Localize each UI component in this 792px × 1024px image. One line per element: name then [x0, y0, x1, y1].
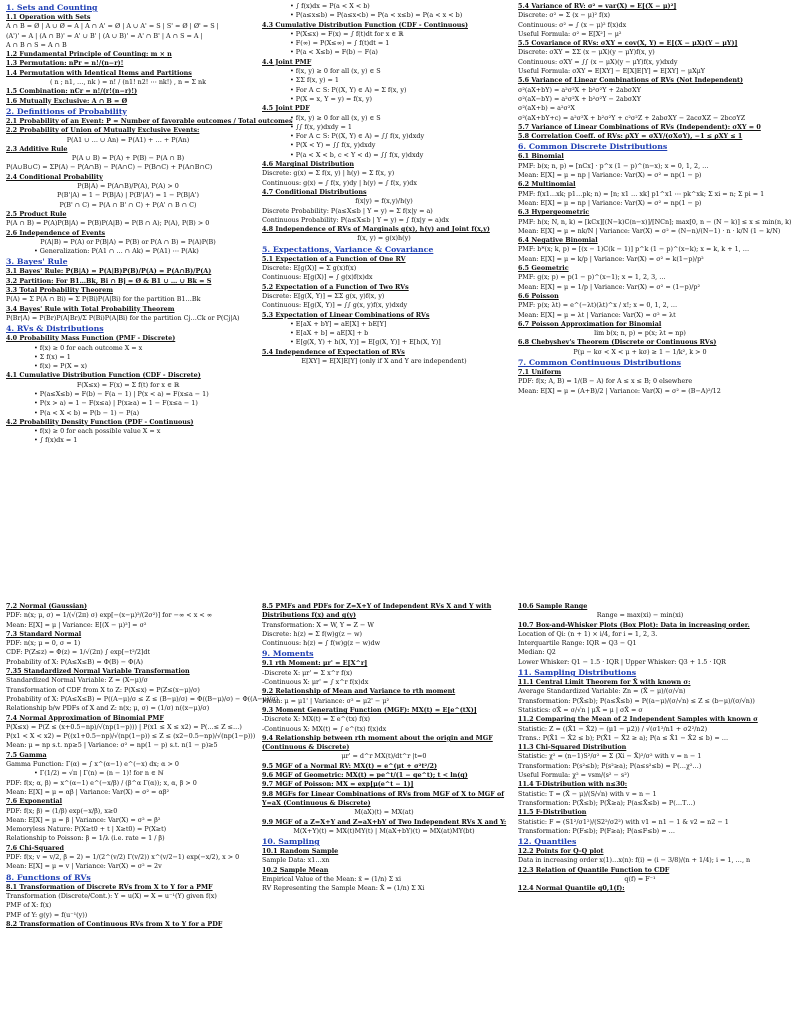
- page2-column-2: [262, 602, 506, 894]
- bullet-item: • f(x) ≥ 0 for each possible value X = x: [34, 427, 161, 436]
- formula-line: Discrete: E[g(X)] = Σ g(x)f(x): [262, 264, 357, 273]
- formula-line: Continuous: σ² = ∫ (x − μ)² f(x)dx: [518, 20, 627, 29]
- formula-line: Median: Q2: [518, 648, 556, 657]
- formula-line: Useful Formula: σ² = E[X²] − μ²: [518, 29, 622, 38]
- centered-formula: P(B|A) = P(A∩B)/P(A), P(A) > 0: [77, 182, 179, 191]
- formula-line: Sample Data: x1…xn: [262, 856, 330, 865]
- formula-line: PDF: f(x; A, B) = 1/(B − A) for A ≤ x ≤ B; 0 elsewhere: [518, 377, 693, 386]
- bullet-item: • P(X < Y) = ∫∫ f(x, y)dxdy: [290, 141, 376, 150]
- centered-formula: P(x1 < X < x2) = P((x1+0.5−np)/√(np(1−p)) ≤ Z ≤ (x2−0.5−np)/√(np(1−p))): [6, 732, 256, 741]
- subsection-heading: 8.1 Transformation of Discrete RVs from X to Y for a PMF: [6, 882, 213, 891]
- subsection-heading: 10.6 Sample Range: [518, 602, 588, 610]
- bullet-item: • P(X = x, Y = y) = f(x, y): [290, 94, 373, 103]
- subsection-heading: 6.6 Poisson: [518, 291, 559, 300]
- subsection-heading: 5.2 Expectation of a Function of Two RVs: [262, 282, 409, 291]
- subsection-heading: 1.2 Fundamental Principle of Counting: m × n: [6, 50, 172, 59]
- formula-line: Continuous: σXY = ∫∫ (x − μX)(y − μY)f(x, y)dxdy: [518, 57, 678, 66]
- section-heading: 9. Moments: [262, 649, 314, 659]
- formula-line: Lower Whisker: Q1 − 1.5 · IQR | Upper Whisker: Q3 + 1.5 · IQR: [518, 657, 726, 666]
- bullet-item: • F(∞) = P(X≤∞) = ∫ f(t)dt = 1: [290, 39, 390, 48]
- formula-line: Discrete: σXY = ΣΣ (x − μX)(y − μY)f(x, y): [518, 48, 655, 57]
- section-heading: 2. Definitions of Probability: [6, 106, 127, 116]
- bullet-item: • f(x) = P(X = x): [34, 362, 88, 371]
- section-heading: 7. Common Continuous Distributions: [518, 357, 682, 367]
- subsection-heading: 7.4 Normal Approximation of Binomial PMF: [6, 713, 164, 722]
- formula-line: Statistic: χ² = (n−1)S²/σ² = Σ (Xi − X̄)²/σ² with v = n − 1: [518, 752, 702, 761]
- subsection-heading: 7.2 Normal (Gaussian): [6, 602, 88, 610]
- subsection-heading: 10.2 Sample Mean: [262, 865, 329, 874]
- subsection-heading: 2.4 Conditional Probability: [6, 172, 103, 181]
- subsection-heading: 10.1 Random Sample: [262, 847, 339, 856]
- section-heading: 11. Sampling Distributions: [518, 668, 637, 678]
- bullet-item: • E[aX + bY] = aE[X] + bE[Y]: [290, 319, 387, 328]
- subsection-heading: 11.3 Chi-Squared Distribution: [518, 743, 627, 752]
- section-heading: 6. Common Discrete Distributions: [518, 142, 668, 152]
- formula-line: Transformation (Discrete/Cont.): Y = u(X) ⇒ X = u⁻¹(Y) given f(x): [6, 891, 217, 900]
- centered-formula: q(f) = F⁻¹: [624, 875, 656, 884]
- centered-formula: F(X≤x) = F(x) = Σ f(t) for x ∈ ℝ: [76, 380, 180, 389]
- subsection-heading: 9.5 MGF of a Normal RV: MX(t) = e^(μt + σ²t²/2): [262, 761, 438, 770]
- formula-line: Useful Formula: σXY = E[XY] − E[X]E[Y] = E[XY] − μXμY: [518, 67, 705, 76]
- subsection-heading: 9.8 MGFs for Linear Combinations of RVs from MGF of X to MGF of: [262, 789, 505, 798]
- formula-line: Discrete: E[g(X, Y)] = ΣΣ g(x, y)f(x, y): [262, 291, 385, 300]
- subsection-heading: 5.8 Correlation Coeff. of RVs: ρXY = σXY/(σXσY), −1 ≤ ρXY ≤ 1: [518, 132, 743, 141]
- subsection-heading: 9.1 rth Moment: μr' = E[X^r]: [262, 659, 368, 668]
- formula-line: -Continuous X: MX(t) = ∫ e^(tx) f(x)dx: [262, 724, 387, 733]
- bullet-item: • P(X≤x) = F(x) = ∫ f(t)dt for x ∈ ℝ: [290, 29, 404, 38]
- bullet-item: • P(a≤x≤b) = P(a≤x<b) = P(a < x≤b) = P(a < x < b): [290, 11, 463, 20]
- section-heading: 10. Sampling: [262, 837, 320, 847]
- subsection-heading: 9.4 Relationship between rth moment about the origin and MGF: [262, 733, 493, 742]
- bullet-item: • P(a < X < b, c < Y < d) = ∫∫ f(x, y)dxdy: [290, 150, 424, 159]
- subsection-heading: 5.3 Expectation of Linear Combinations of RVs: [262, 310, 430, 319]
- formula-line: PDF: f(x; v = v/2, β = 2) = 1/(2^(v/2) Γ(v/2)) x^(v/2−1) exp(−x/2), x > 0: [6, 853, 240, 862]
- formula-line: A ∩ B = Ø | A ∪ Ø = A | A ∩ A' = Ø | A ∪ A' = S | S' = Ø | Ø' = S |: [6, 22, 219, 31]
- subsection-heading: 6.8 Chebyshev's Theorem (Discrete or Continuous RVs): [518, 338, 717, 347]
- cheatsheet-page-2: [0, 600, 768, 1024]
- subsection-heading: 11.5 F-Distribution: [518, 808, 587, 817]
- formula-line: σ²(aX+b) = a²σ²X: [518, 104, 575, 113]
- bullet-item: • P(a < X < b) = P(b − 1) − P(a): [34, 408, 140, 417]
- formula-line: Transformation: P(F≤b); P(F≥a); P(a≤F≤b) = …: [518, 826, 675, 835]
- formula-line: PMF of X: f(x): [6, 901, 52, 910]
- bullet-item: • P(a < X≤b) = F(b) − F(a): [290, 48, 378, 57]
- subsection-heading: 3.4 Bayes' Rule with Total Probability Theorem: [6, 304, 175, 313]
- formula-line: Mean: μ = μ1' | Variance: σ² = μ2' − μ²: [262, 696, 390, 705]
- centered-formula: M(aX)(t) = MX(at): [354, 808, 414, 817]
- bullet-item: • Γ(1/2) = √π | Γ(n) = (n − 1)! for n ∈ ℕ: [34, 769, 164, 778]
- subsection-heading: 6.3 Hypergeometric: [518, 208, 590, 217]
- formula-line: Statistic: Z = ((X̄1 − X̄2) − (μ1 − μ2)) / √(σ1²/n1 + σ2²/n2): [518, 724, 708, 733]
- centered-formula: E[XY] = E[X]E[Y] (only if X and Y are independent): [301, 356, 467, 365]
- subsection-heading: 4.3 Cumulative Distribution Function (CDF - Continuous): [262, 20, 468, 29]
- formula-line: -Discrete X: MX(t) = Σ e^(tx) f(x): [262, 715, 371, 724]
- formula-line: Data in increasing order x(1)…x(n): f(i) = (i − 3/8)/(n + 1/4); i = 1, …, n: [518, 856, 751, 865]
- subsection-heading: 3.3 Total Probability Theorem: [6, 286, 113, 295]
- subsection-heading: 8.5 PMFs and PDFs for Z=X+Y of Independent RVs X and Y with: [262, 602, 492, 610]
- formula-line: PDF: f(x; β) = (1/β) exp(−x/β), x≥0: [6, 806, 118, 815]
- formula-line: P(X≤x) = P(Z ≤ (x+0.5−np)/√(np(1−p))) | P(x1 ≤ X ≤ x2) = P(…≤ Z ≤…): [6, 722, 242, 731]
- centered-formula: Range = max(xi) − min(xi): [596, 611, 684, 620]
- formula-line: P(A∪B∪C) = ΣP(A) − P(A∩B) − P(A∩C) − P(B∩C) + P(A∩B∩C): [6, 163, 213, 172]
- subsection-heading: 1.4 Permutation with Identical Items and Partitions: [6, 68, 192, 77]
- centered-formula: P(B' ∩ C) = P(A ∩ B' ∩ C) + P(A' ∩ B ∩ C): [59, 200, 197, 209]
- subsection-heading: 7.6 Exponential: [6, 797, 63, 806]
- section-heading: 4. RVs & Distributions: [6, 324, 104, 334]
- subsection-heading: 5.1 Expectation of a Function of One RV: [262, 254, 406, 263]
- formula-line: Continuous: h(z) = ∫ f(w)g(z − w)dw: [262, 639, 381, 648]
- formula-line: PDF: f(x; α, β) = x^(α−1) e^(−x/β) / (β^α Γ(α)); x, α, β > 0: [6, 778, 197, 787]
- subsection-heading: 4.8 Independence of RVs of Marginals g(x), h(y) and Joint f(x,y): [262, 225, 490, 234]
- formula-line: Mean: E[X] = μ = v | Variance: Var(X) = σ² = 2v: [6, 862, 162, 871]
- formula-line: Probability of X: P(A≤X≤B) = Φ(B) − Φ(A): [6, 657, 143, 666]
- subsection-heading: 1.5 Combination: nCr = n!/(r!(n−r)!): [6, 87, 138, 96]
- formula-line: Discrete: g(x) = Σ f(x, y) | h(y) = Σ f(x, y): [262, 169, 395, 178]
- subsection-heading: 12.2 Points for Q-Q plot: [518, 847, 604, 856]
- subsection-heading: 12.3 Relation of Quantile Function to CDF: [518, 865, 670, 874]
- formula-line: Transformation of CDF from X to Z: P(X≤x) = P(Z≤(x−μ)/σ): [6, 685, 200, 694]
- subsection-heading: 11.2 Comparing the Mean of 2 Independent Samples with known σ: [518, 715, 758, 724]
- subsection-heading: 6.1 Binomial: [518, 152, 564, 161]
- subsection-heading: 11.4 T-Distribution with n≤30:: [518, 780, 628, 789]
- formula-line: Mean: E[X] = μ | Variance: E[(X − μ)²] = σ²: [6, 620, 147, 629]
- formula-line: CDF: P(Z≤z) = Φ(z) = 1/√(2π) ∫ exp[−t²/2]dt: [6, 648, 151, 657]
- bullet-item: • ∫ f(x)dx = 1: [34, 436, 78, 445]
- formula-line: σ²(aX−bY) = a²σ²X + b²σ²Y − 2abσXY: [518, 94, 641, 103]
- formula-line: PDF: n(x; μ = 0, σ = 1): [6, 639, 81, 648]
- bullet-item: • For A ⊂ S: P((X, Y) ∈ A) = ∫∫ f(x, y)dxdy: [290, 132, 425, 141]
- formula-line: Relationship b/w PDFs of X and Z: n(x; μ, σ) = (1/σ) n((x−μ)/σ): [6, 704, 210, 713]
- bullet-item: • Generalization: P(A1 ∩ … ∩ Ak) = P(A1) ⋯ P(Ak): [34, 247, 199, 256]
- subsection-heading: 7.3 Standard Normal: [6, 629, 82, 638]
- subsection-heading: 6.7 Poisson Approximation for Binomial: [518, 319, 662, 328]
- subsection-heading: 9.9 MGF of a Z=X+Y and Z=aX+bY of Two Independent RVs X and Y:: [262, 817, 507, 826]
- formula-line: Average Standardized Variable: Zn = (X̄ − μ)/(σ/√n): [518, 687, 686, 696]
- formula-line: Mean: E[X] = μ = np | Variance: Var(X) = σ² = np(1 − p): [518, 198, 702, 207]
- bullet-item: • E[aX + b] = aE[X] + b: [290, 329, 369, 338]
- bullet-item: • P(x > a) = 1 − F(x≤a) | P(x≥a) = 1 − F(x≤a − 1): [34, 399, 198, 408]
- formula-line: Standardized Normal Variable: Z = (X−μ)/σ: [6, 676, 148, 685]
- page1-column-3: [518, 2, 792, 396]
- subsection-heading: Distributions f(x) and g(y): [262, 611, 357, 620]
- centered-formula: P(A1 ∪ … ∪ An) = P(A1) + … + P(An): [66, 135, 190, 144]
- formula-line: Transformation: P(X̄≤b); P(a≤X̄≤b) = P((a−μ)/(σ/√n) ≤ Z ≤ (b−μ)/(σ/√n)): [518, 696, 755, 705]
- subsection-heading: 4.2 Probability Density Function (PDF - Continuous): [6, 417, 194, 426]
- centered-formula: f(x, y) = g(x)h(y): [357, 234, 411, 243]
- formula-line: PMF: h(x; N, n, k) = [kCx][(N−k)C(n−x)]/[NCn]; max[0, n − (N − k)] ≤ x ≤ min(n, k): [518, 217, 792, 226]
- formula-line: Mean: E[X] = μ = k/p | Variance: Var(X) = σ² = k(1−p)/p²: [518, 254, 704, 263]
- subsection-heading: 3.2 Partition: For B1…Bk, Bi ∩ Bj = Ø & B1 ∪ … ∪ Bk = S: [6, 276, 212, 285]
- subsection-heading: 1.1 Operation with Sets: [6, 13, 91, 21]
- formula-line: PMF: p(x; λt) = e^(−λt)(λt)^x / x!; x = 0, 1, 2, …: [518, 301, 678, 310]
- formula-line: P(A ∩ B) = P(A)P(B|A) = P(B)P(A|B) = P(B ∩ A); P(A), P(B) > 0: [6, 219, 210, 228]
- subsection-heading: 1.3 Permutation: nPr = n!/(n−r)!: [6, 59, 124, 68]
- formula-line: (A')' = A | (A ∩ B)' = A' ∪ B' | (A ∪ B)' = A' ∩ B' | A ∩ S = A |: [6, 31, 203, 40]
- formula-line: Transformation: P(X̄≤b); P(X̄≥a); P(a≤X̄≤b) = P(…T…): [518, 798, 696, 807]
- subsection-heading: 7.6 Chi-Squared: [6, 843, 64, 852]
- centered-formula: P(A ∪ B) = P(A) + P(B) − P(A ∩ B): [71, 154, 185, 163]
- subsection-heading: 8.2 Transformation of Continuous RVs from X to Y for a PDF: [6, 919, 223, 928]
- subsection-heading: 5.4 Independence of Expectation of RVs: [262, 347, 405, 356]
- subsection-heading: 9.6 MGF of Geometric: MX(t) = pe^t/(1 − qe^t); t < ln(q): [262, 771, 468, 780]
- centered-formula: P(B'|A) = 1 − P(B|A) | P(B'|A') = 1 − P(B|A'): [56, 191, 200, 200]
- formula-line: PMF: b(x; n, p) = [nCx] · p^x (1 − p)^(n−x); x = 0, 1, 2, …: [518, 161, 709, 170]
- section-heading: 1. Sets and Counting: [6, 3, 98, 12]
- formula-line: Continuous: g(x) = ∫ f(x, y)dy | h(y) = ∫ f(x, y)dx: [262, 178, 417, 187]
- subsection-heading: (Continuous & Discrete): [262, 743, 350, 752]
- centered-formula: M(X+Y)(t) = MX(t)MY(t) | M(aX+bY)(t) = MX(at)MY(bt): [293, 826, 475, 835]
- formula-line: Mean: E[X] = μ = (A+B)/2 | Variance: Var(X) = σ² = (B−A)²/12: [518, 386, 721, 395]
- centered-formula: P(A|B) = P(A) or P(B|A) = P(B) or P(A ∩ B) = P(A)P(B): [40, 237, 216, 246]
- subsection-heading: 12.4 Normal Quantile q0,1(f):: [518, 884, 625, 893]
- bullet-item: • Σ f(x) = 1: [34, 352, 71, 361]
- formula-line: P(A) = Σ P(A ∩ Bi) = Σ P(Bi)P(A|Bi) for the partition B1…Bk: [6, 295, 201, 304]
- formula-line: Mean: E[X] = μ = β | Variance: Var(X) = σ² = β²: [6, 815, 161, 824]
- formula-line: Statistics: σX̄ = σ/√n | μX̄ = μ | σX̄ = σ: [518, 705, 643, 714]
- centered-formula: μr' = d^r MX(t)/dt^r |t=0: [341, 752, 427, 761]
- subsection-heading: 10.7 Box-and-Whisker Plots (Box Plot): Data in increasing order.: [518, 620, 750, 629]
- subsection-heading: 4.0 Probability Mass Function (PMF - Discrete): [6, 334, 176, 343]
- subsection-heading: 6.4 Negative Binomial: [518, 236, 598, 245]
- subsection-heading: 2.2 Probability of Union of Mutually Exclusive Events:: [6, 126, 200, 135]
- formula-line: P(Br|A) = P(Br)P(A|Br)/Σ P(Bi)P(A|Bi) for the partition Cj…Ck or P(Cj|A): [6, 313, 240, 322]
- subsection-heading: 7.35 Standardized Normal Variable Transformation: [6, 667, 190, 676]
- formula-line: Discrete: h(z) = Σ f(w)g(z − w): [262, 629, 362, 638]
- formula-line: Location of Qi: (n + 1) × i/4, for i = 1, 2, 3.: [518, 629, 658, 638]
- centered-formula: P(μ − kσ < X < μ + kσ) ≥ 1 − 1/k², k > 0: [573, 347, 707, 356]
- subsection-heading: 11.1 Central Limit Theorem for X̄ with known σ:: [518, 678, 691, 687]
- subsection-heading: 2.1 Probability of an Event: P = Number of favorable outcomes / Total outcomes: [6, 116, 293, 125]
- formula-line: Gamma Function: Γ(α) = ∫ x^(α−1) e^(−x) dx; α > 0: [6, 760, 179, 769]
- formula-line: Mean: E[X] = μ = αβ | Variance: Var(X) = σ² = αβ²: [6, 787, 170, 796]
- subsection-heading: 7.1 Uniform: [518, 367, 562, 376]
- formula-line: Discrete Probability: P(a≤X≤b | Y = y) = Σ f(x|y = a): [262, 206, 433, 215]
- formula-line: PMF: b*(x; k, p) = [(x − 1)C(k − 1)] p^k (1 − p)^(x−k); x = k, k + 1, …: [518, 245, 750, 254]
- section-heading: 3. Bayes' Rule: [6, 257, 68, 267]
- subsection-heading: 5.4 Variance of RV: σ² = var(X) = E[(X − μ)²]: [518, 2, 677, 10]
- subsection-heading: 5.6 Variance of Linear Combinations of RVs (Not Independent): [518, 76, 744, 85]
- formula-line: Interquartile Range: IQR = Q3 − Q1: [518, 639, 637, 648]
- formula-line: -Continuous X: μr' = ∫ x^r f(x)dx: [262, 678, 369, 687]
- section-heading: 5. Expectations, Variance & Covariance: [262, 244, 434, 254]
- formula-line: PMF: f(x1…xk; p1…pk; n) = [n; x1 … xk] p1^x1 ⋯ pk^xk; Σ xi = n; Σ pi = 1: [518, 189, 765, 198]
- page-gap: [0, 580, 768, 600]
- section-heading: 8. Functions of RVs: [6, 872, 91, 882]
- subsection-heading: 6.2 Multinomial: [518, 180, 576, 189]
- formula-line: Discrete: σ² = Σ (x − μ)² f(x): [518, 11, 610, 20]
- formula-line: Statistic: T = (X̄ − μ)/(S/√n) with v = n − 1: [518, 789, 657, 798]
- page1-column-2: [262, 2, 506, 366]
- subsection-heading: 2.5 Product Rule: [6, 209, 67, 218]
- subsection-heading: 1.6 Mutually Exclusive: A ∩ B = Ø: [6, 96, 128, 105]
- centered-formula: lim b(x; n, p) = p(x; λt = np): [594, 329, 686, 338]
- subsection-heading: 3.1 Bayes' Rule: P(B|A) = P(A|B)P(B)/P(A) = P(A∩B)/P(A): [6, 267, 212, 276]
- subsection-heading: 6.5 Geometric: [518, 264, 569, 273]
- formula-line: RV Representing the Sample Mean: X̄ = (1/n) Σ Xi: [262, 884, 425, 893]
- formula-line: Relationship to Poisson: β = 1/λ (i.e. rate = 1 / β): [6, 834, 165, 843]
- formula-line: σ²(aX+bY) = a²σ²X + b²σ²Y + 2abσXY: [518, 85, 641, 94]
- bullet-item: • f(x, y) ≥ 0 for all (x, y) ∈ S: [290, 67, 381, 76]
- formula-line: Mean: E[X] = μ = nk/N | Variance: Var(X) = σ² = (N−n)/(N−1) · n · k/N (1 − k/N): [518, 226, 781, 235]
- subsection-heading: 4.1 Cumulative Distribution Function (CDF - Discrete): [6, 371, 201, 380]
- bullet-item: • f(x) ≥ 0 for each outcome X = x: [34, 343, 143, 352]
- centered-formula: ( n ; n1, …, nk ) = n! / (n1! n2! ⋯ nk!) , n = Σ nk: [49, 78, 207, 87]
- subsection-heading: 5.7 Variance of Linear Combinations of RVs (Independent): σXY = 0: [518, 122, 761, 131]
- formula-line: Continuous: E[g(X, Y)] = ∫∫ g(x, y)f(x, y)dxdy: [262, 301, 408, 310]
- section-heading: 12. Quantiles: [518, 837, 577, 847]
- formula-line: A ∩ B ∩ S = A ∩ B: [6, 40, 67, 49]
- bullet-item: • ∫ f(x)dx = P(a < X < b): [290, 2, 370, 10]
- formula-line: Statistic: F = (S1²/σ1²)/(S2²/σ2²) with v1 = n1 − 1 & v2 = n2 − 1: [518, 817, 729, 826]
- formula-line: Empirical Value of the Mean: x̄ = (1/n) Σ xi: [262, 875, 401, 884]
- bullet-item: • E[g(X, Y) + h(X, Y)] = E[g(X, Y)] + E[h(X, Y)]: [290, 338, 441, 347]
- subsection-heading: 2.3 Additive Rule: [6, 144, 68, 153]
- subsection-heading: 5.5 Covariance of RVs: σXY = cov(X, Y) = E[(X − μX)(Y − μY)]: [518, 39, 738, 48]
- formula-line: σ²(aX+bY+c) = a²σ²X + b²σ²Y + c²σ²Z + 2abσXY − 2acσXZ − 2bcσYZ: [518, 113, 746, 122]
- subsection-heading: 4.4 Joint PMF: [262, 57, 312, 66]
- formula-line: Probability of X: P(A≤X≤B) = P((A−μ)/σ ≤ Z ≤ (B−μ)/σ) = Φ((B−μ)/σ) − Φ((A−μ)/σ): [6, 694, 279, 703]
- page2-column-3: [518, 602, 762, 894]
- bullet-item: • f(x, y) ≥ 0 for all (x, y) ∈ S: [290, 113, 381, 122]
- subsection-heading: 9.2 Relationship of Mean and Variance to rth moment: [262, 687, 456, 696]
- subsection-heading: 9.7 MGF of Poisson: MX = exp[μ(e^t − 1)]: [262, 780, 414, 789]
- subsection-heading: 4.6 Marginal Distribution: [262, 160, 354, 169]
- subsection-heading: 7.5 Gamma: [6, 750, 47, 759]
- formula-line: PDF: n(x; μ, σ) = 1/(√(2π) σ) exp[−(x−μ)²/(2σ²)] for −∞ < x < ∞: [6, 611, 213, 620]
- formula-line: Continuous: E[g(X)] = ∫ g(x)f(x)dx: [262, 273, 373, 282]
- formula-line: Mean: E[X] = μ = λt | Variance: Var(X) = σ² = λt: [518, 310, 676, 319]
- formula-line: Useful Formula: χ² = vsm/(s² − s²): [518, 771, 630, 780]
- bullet-item: • P(a≤X≤b) = F(b) − F(a − 1) | P(x < a) = F(x≤a − 1): [34, 389, 209, 398]
- formula-line: Mean: E[X] = μ = 1/p | Variance: Var(X) = σ² = (1−p)/p²: [518, 282, 701, 291]
- formula-line: Trans.: P(X̄1 − X̄2 ≤ b); P(X̄1 − X̄2 ≥ a); P(a ≤ X̄1 − X̄2 ≤ b) = …: [518, 733, 729, 742]
- formula-line: PMF of Y: g(y) = f(u⁻¹(y)): [6, 910, 88, 919]
- subsection-heading: Y=aX (Continuous & Discrete): [262, 798, 371, 807]
- page2-column-1: [6, 602, 279, 929]
- subsection-heading: 9.3 Moment Generating Function (MGF): MX(t) = E[e^(tX)]: [262, 705, 477, 714]
- formula-line: Continuous Probability: P(a≤X≤b | Y = y) = ∫ f(x|y = a)dx: [262, 215, 449, 224]
- formula-line: -Discrete X: μr' = Σ x^r f(x): [262, 668, 353, 677]
- bullet-item: • ΣΣ f(x, y) = 1: [290, 76, 339, 85]
- formula-line: Memoryless Nature: P(X≥t0 + t | X≥t0) = P(X≥t): [6, 825, 167, 834]
- formula-line: Mean: μ = np s.t. np≥5 | Variance: σ² = np(1 − p) s.t. n(1 − p)≥5: [6, 741, 218, 750]
- bullet-item: • For A ⊂ S: P((X, Y) ∈ A) = Σ f(x, y): [290, 85, 407, 94]
- subsection-heading: 4.7 Conditional Distributions: [262, 187, 367, 196]
- centered-formula: f(x|y) = f(x,y)/h(y): [355, 197, 413, 206]
- subsection-heading: 2.6 Independence of Events: [6, 228, 106, 237]
- bullet-item: • ∫∫ f(x, y)dxdy = 1: [290, 122, 352, 131]
- formula-line: Mean: E[X] = μ = np | Variance: Var(X) = σ² = np(1 − p): [518, 171, 702, 180]
- formula-line: Transformation: P(s²≤b); P(s²≥a); P(a≤s²≤b) = P(…χ²…): [518, 761, 702, 770]
- formula-line: Transformation: X = W, Y = Z − W: [262, 620, 374, 629]
- formula-line: PMF: g(x; p) = p(1 − p)^(x−1); x = 1, 2, 3, …: [518, 273, 666, 282]
- subsection-heading: 4.5 Joint PDF: [262, 104, 310, 113]
